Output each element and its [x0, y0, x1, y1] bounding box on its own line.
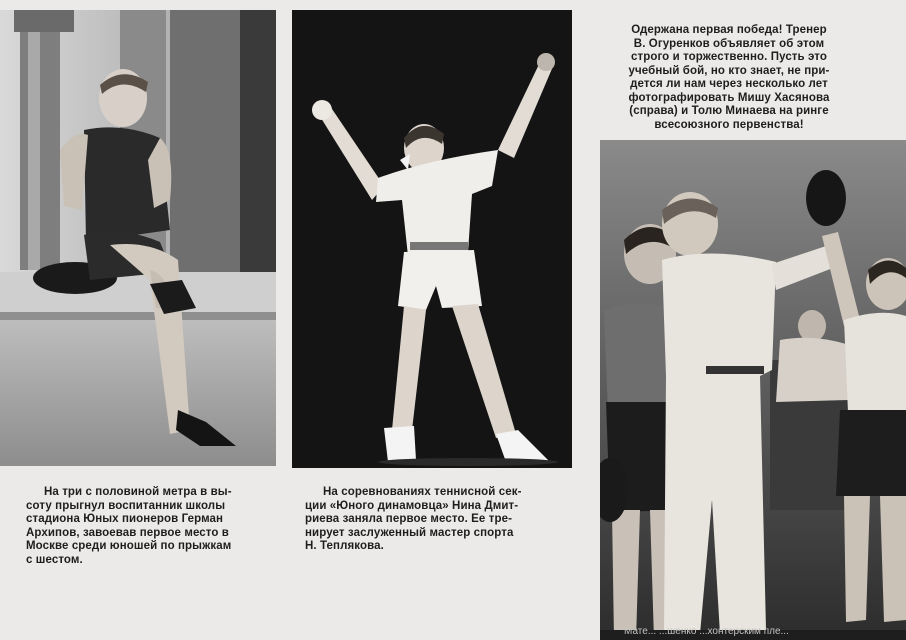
- photo-pole-vaulter: [0, 10, 276, 466]
- photo-boxing-ring: [600, 140, 906, 640]
- caption-line: Москве среди юношей по прыжкам: [26, 540, 232, 552]
- boxing-ring-image: [600, 140, 906, 640]
- photo-tennis-player: [292, 10, 572, 468]
- caption-line: соту прыгнул воспитанник школы: [26, 499, 226, 512]
- caption-line: с шестом.: [26, 553, 83, 566]
- caption-line: всесоюзного первенства!: [654, 118, 804, 131]
- caption-line: ции «Юного динамовца» Нина Дмит-: [305, 499, 519, 512]
- caption-boxing-ring: [600, 24, 858, 132]
- caption-line: Н. Теплякова.: [305, 540, 384, 552]
- caption-line: стадиона Юных пионеров Герман: [26, 513, 224, 525]
- caption-pole-vaulter: [26, 486, 258, 567]
- caption-tennis-player: [305, 486, 557, 554]
- caption-line: строго и торжественно. Пусть это: [630, 51, 828, 63]
- caption-line: Одержана первая победа! Тренер: [631, 24, 827, 36]
- footer-faint-text: Мате... ...шенко ...хонтерским пле...: [624, 626, 789, 637]
- caption-line: учебный бой, но кто знает, не при-: [628, 64, 830, 77]
- caption-line: дется ли нам через несколько лет: [630, 78, 828, 90]
- caption-line: (справа) и Толю Минаева на ринге: [629, 105, 829, 117]
- caption-line: нирует заслуженный мастер спорта: [305, 526, 514, 539]
- caption-line: Архипов, завоевав первое место в: [26, 526, 229, 539]
- caption-line: риева заняла первое место. Ее тре-: [305, 513, 512, 525]
- caption-line: На соревнованиях теннисной сек-: [323, 486, 522, 498]
- caption-line: На три с половиной метра в вы-: [44, 486, 232, 498]
- caption-line: фотографировать Мишу Хасянова: [628, 91, 830, 104]
- tennis-player-image: [292, 10, 572, 468]
- pole-vaulter-image: [0, 10, 276, 466]
- caption-line: В. Огуренков объявляет об этом: [633, 37, 825, 50]
